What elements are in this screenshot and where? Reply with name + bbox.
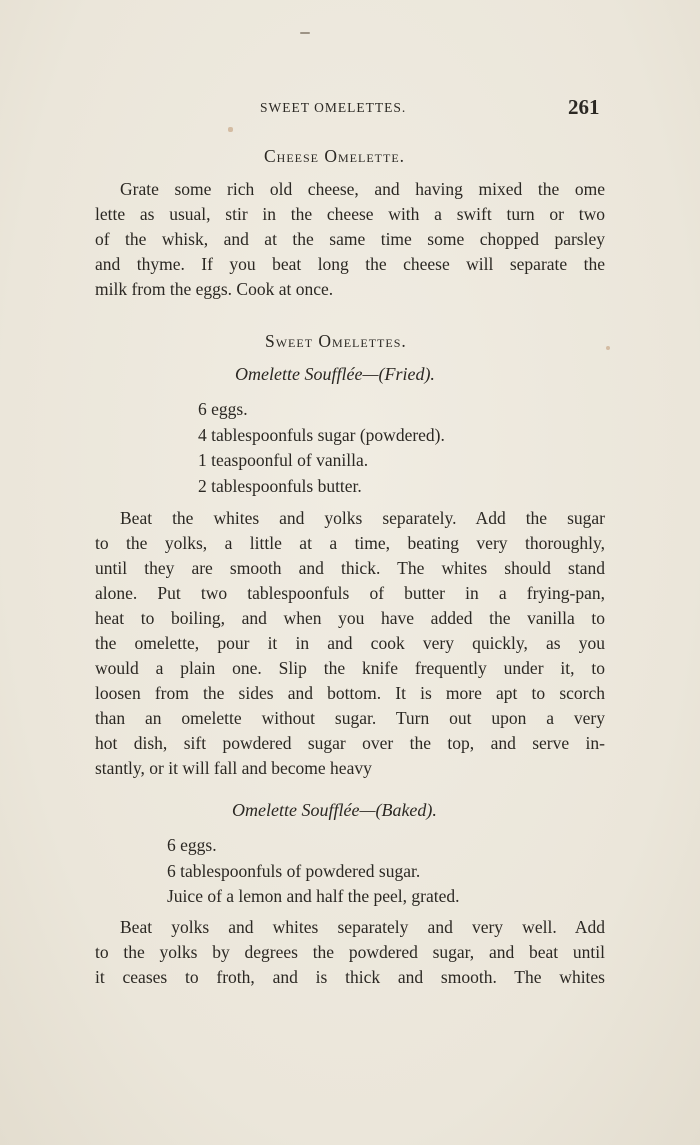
ingredient-item: 6 eggs.	[167, 835, 217, 855]
paragraph-line: would a plain one. Slip the knife frequently under it, to	[95, 658, 605, 678]
paragraph-line: loosen from the sides and bottom. It is more apt to scorch	[95, 683, 605, 703]
ingredient-item: Juice of a lemon and half the peel, grated.	[167, 886, 460, 906]
paragraph-line: than an omelette without sugar. Turn out upon a very	[95, 708, 605, 728]
cheese-omelette-paragraph	[95, 177, 605, 302]
paragraph-line: of the whisk, and at the same time some chopped parsley	[95, 229, 605, 249]
paragraph-line: Beat yolks and whites separately and very well. Add	[120, 917, 605, 937]
paragraph-line: and thyme. If you beat long the cheese will separate the	[95, 254, 605, 274]
section-heading-cheese-omelette: Cheese Omelette.	[264, 146, 406, 166]
baked-instructions-paragraph	[95, 915, 605, 990]
paragraph-line: to the yolks by degrees the powdered sugar, and beat until	[95, 942, 605, 962]
paragraph-line: alone. Put two tablespoonfuls of butter in a frying-pan,	[95, 583, 605, 603]
ingredient-list-fried	[198, 397, 445, 499]
running-head: SWEET OMELETTES.	[260, 100, 407, 115]
fried-instructions-paragraph	[95, 506, 605, 781]
ink-speck	[228, 127, 233, 132]
ink-speck	[606, 346, 610, 350]
ingredient-item: 4 tablespoonfuls sugar (powdered).	[198, 424, 445, 445]
paragraph-line: the omelette, pour it in and cook very quickly, as you	[95, 633, 605, 653]
page-number: 261	[568, 95, 600, 119]
ingredient-item: 6 eggs.	[198, 399, 248, 419]
ingredient-list-baked	[167, 833, 460, 910]
ink-speck	[300, 32, 310, 34]
subheading-baked: Omelette Soufflée—(Baked).	[232, 800, 437, 820]
paragraph-line: to the yolks, a little at a time, beating very thoroughly,	[95, 533, 605, 553]
paragraph-line: Beat the whites and yolks separately. Add the sugar	[120, 508, 605, 528]
paragraph-line: Grate some rich old cheese, and having mixed the ome	[120, 179, 605, 199]
paragraph-line: lette as usual, stir in the cheese with a swift turn or two	[95, 204, 605, 224]
paragraph-line: it ceases to froth, and is thick and smooth. The whites	[95, 967, 605, 987]
ingredient-item: 2 tablespoonfuls butter.	[198, 475, 362, 496]
paragraph-line: heat to boiling, and when you have added the vanilla to	[95, 608, 605, 628]
subheading-fried: Omelette Soufflée—(Fried).	[235, 364, 435, 384]
paragraph-line: stantly, or it will fall and become heavy	[95, 758, 372, 778]
ingredient-item: 1 teaspoonful of vanilla.	[198, 450, 369, 470]
ingredient-item: 6 tablespoonfuls of powdered sugar.	[167, 860, 421, 881]
section-heading-sweet-omelettes: Sweet Omelettes.	[265, 331, 407, 351]
paragraph-line: until they are smooth and thick. The whites should stand	[95, 558, 605, 578]
paragraph-line: hot dish, sift powdered sugar over the top, and serve in-	[95, 733, 605, 753]
paragraph-line: milk from the eggs. Cook at once.	[95, 279, 334, 299]
